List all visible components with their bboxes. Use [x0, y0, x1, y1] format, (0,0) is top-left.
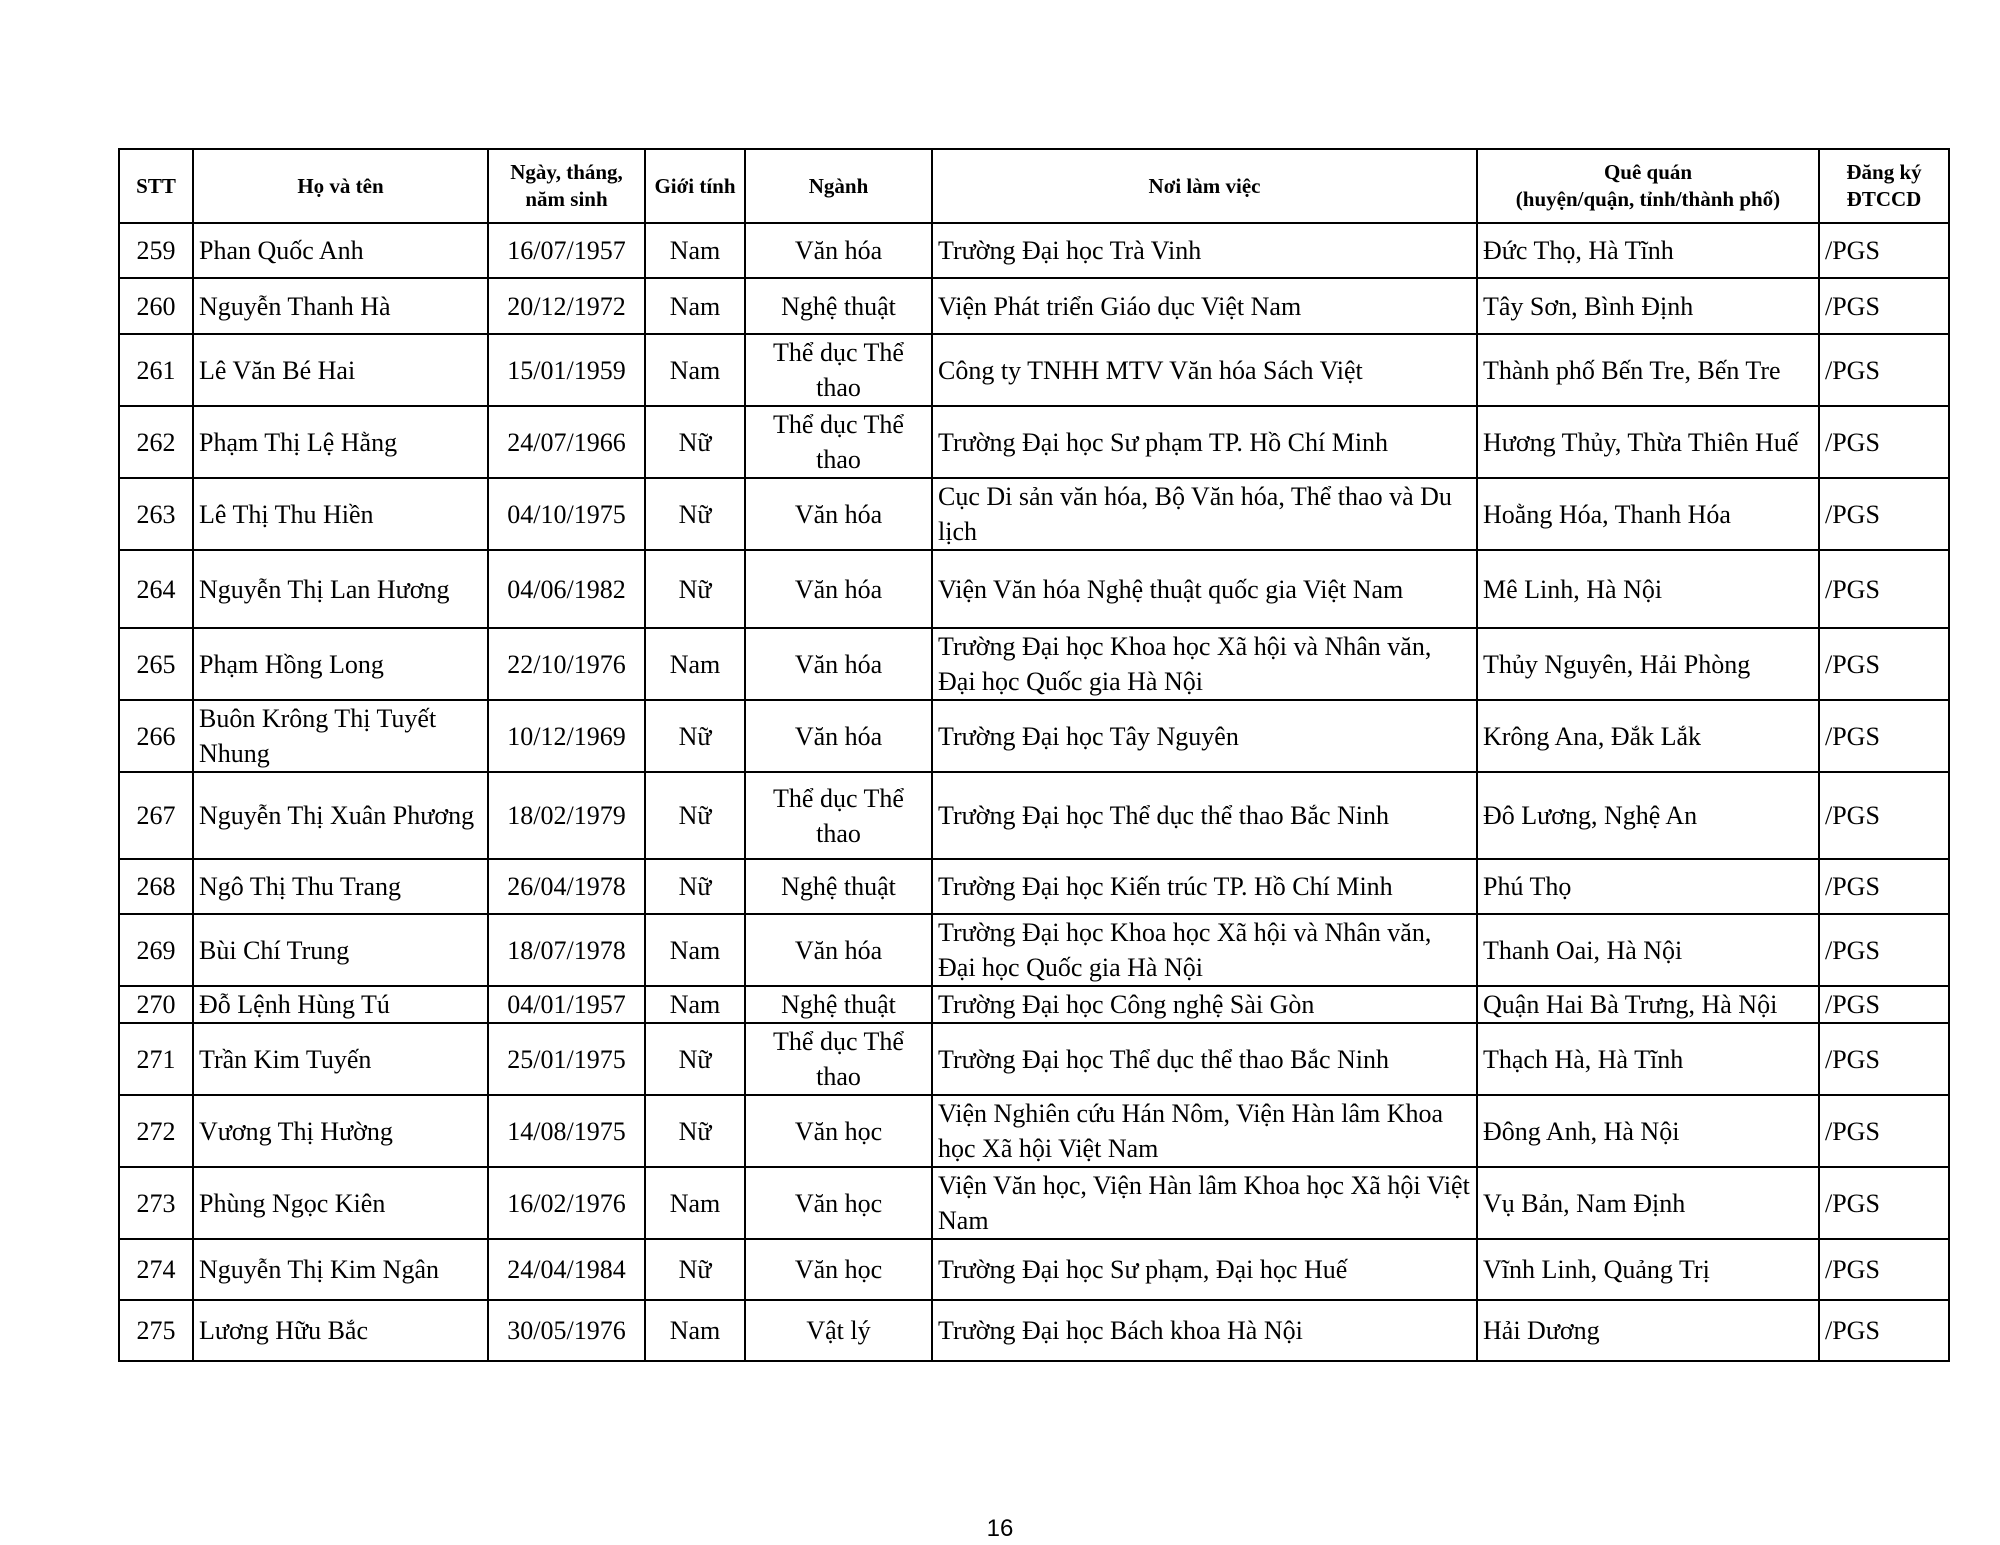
table-body — [119, 223, 1949, 1361]
cell-workplace: Trường Đại học Khoa học Xã hội và Nhân văn, Đại học Quốc gia Hà Nội — [932, 914, 1477, 986]
header-stt — [119, 149, 193, 223]
cell-stt: 271 — [119, 1023, 193, 1095]
table-row — [119, 406, 1949, 478]
header-registration-line1: Đăng ký — [1846, 160, 1922, 184]
cell-field: Thể dục Thể thao — [745, 1023, 932, 1095]
cell-workplace: Trường Đại học Thể dục thể thao Bắc Ninh — [932, 772, 1477, 859]
header-field — [745, 149, 932, 223]
cell-workplace: Viện Nghiên cứu Hán Nôm, Viện Hàn lâm Khoa học Xã hội Việt Nam — [932, 1095, 1477, 1167]
table-row — [119, 278, 1949, 334]
cell-field: Văn hóa — [745, 550, 932, 628]
cell-field: Văn hóa — [745, 700, 932, 772]
cell-gender: Nam — [645, 334, 745, 406]
table-row — [119, 1300, 1949, 1361]
cell-name: Lê Văn Bé Hai — [193, 334, 488, 406]
cell-workplace: Viện Văn hóa Nghệ thuật quốc gia Việt Nam — [932, 550, 1477, 628]
cell-field: Văn hóa — [745, 914, 932, 986]
cell-hometown: Quận Hai Bà Trưng, Hà Nội — [1477, 986, 1819, 1023]
table-row — [119, 1023, 1949, 1095]
cell-stt: 263 — [119, 478, 193, 550]
cell-workplace: Trường Đại học Công nghệ Sài Gòn — [932, 986, 1477, 1023]
cell-field: Văn học — [745, 1239, 932, 1300]
cell-hometown: Vụ Bản, Nam Định — [1477, 1167, 1819, 1239]
cell-reg: /PGS — [1819, 1167, 1949, 1239]
header-dob-line1: Ngày, tháng, — [510, 160, 623, 184]
table-row — [119, 772, 1949, 859]
cell-stt: 272 — [119, 1095, 193, 1167]
cell-stt: 260 — [119, 278, 193, 334]
cell-name: Phạm Thị Lệ Hằng — [193, 406, 488, 478]
table-row — [119, 550, 1949, 628]
cell-hometown: Mê Linh, Hà Nội — [1477, 550, 1819, 628]
table-row — [119, 478, 1949, 550]
cell-name: Trần Kim Tuyến — [193, 1023, 488, 1095]
cell-reg: /PGS — [1819, 859, 1949, 914]
cell-name: Nguyễn Thị Kim Ngân — [193, 1239, 488, 1300]
cell-gender: Nam — [645, 986, 745, 1023]
cell-hometown: Hương Thủy, Thừa Thiên Huế — [1477, 406, 1819, 478]
cell-gender: Nam — [645, 628, 745, 700]
cell-hometown: Thạch Hà, Hà Tĩnh — [1477, 1023, 1819, 1095]
cell-name: Nguyễn Thị Xuân Phương — [193, 772, 488, 859]
table-row — [119, 628, 1949, 700]
cell-reg: /PGS — [1819, 1300, 1949, 1361]
cell-gender: Nam — [645, 1167, 745, 1239]
cell-reg: /PGS — [1819, 1095, 1949, 1167]
cell-hometown: Vĩnh Linh, Quảng Trị — [1477, 1239, 1819, 1300]
cell-dob: 18/07/1978 — [488, 914, 645, 986]
cell-gender: Nữ — [645, 478, 745, 550]
cell-stt: 274 — [119, 1239, 193, 1300]
cell-name: Phan Quốc Anh — [193, 223, 488, 278]
cell-gender: Nam — [645, 223, 745, 278]
cell-name: Buôn Krông Thị Tuyết Nhung — [193, 700, 488, 772]
cell-dob: 20/12/1972 — [488, 278, 645, 334]
cell-name: Phạm Hồng Long — [193, 628, 488, 700]
cell-gender: Nữ — [645, 772, 745, 859]
cell-hometown: Thủy Nguyên, Hải Phòng — [1477, 628, 1819, 700]
cell-field: Văn hóa — [745, 223, 932, 278]
cell-dob: 26/04/1978 — [488, 859, 645, 914]
cell-name: Bùi Chí Trung — [193, 914, 488, 986]
cell-reg: /PGS — [1819, 1023, 1949, 1095]
header-hometown — [1477, 149, 1819, 223]
cell-hometown: Hoằng Hóa, Thanh Hóa — [1477, 478, 1819, 550]
cell-gender: Nữ — [645, 550, 745, 628]
header-hometown-line1: Quê quán — [1603, 160, 1693, 184]
cell-reg: /PGS — [1819, 406, 1949, 478]
cell-workplace: Trường Đại học Thể dục thể thao Bắc Ninh — [932, 1023, 1477, 1095]
cell-gender: Nữ — [645, 859, 745, 914]
cell-field: Nghệ thuật — [745, 859, 932, 914]
cell-stt: 262 — [119, 406, 193, 478]
cell-workplace: Trường Đại học Kiến trúc TP. Hồ Chí Minh — [932, 859, 1477, 914]
cell-reg: /PGS — [1819, 914, 1949, 986]
cell-dob: 18/02/1979 — [488, 772, 645, 859]
cell-dob: 04/10/1975 — [488, 478, 645, 550]
cell-reg: /PGS — [1819, 478, 1949, 550]
cell-hometown: Tây Sơn, Bình Định — [1477, 278, 1819, 334]
cell-stt: 270 — [119, 986, 193, 1023]
cell-workplace: Trường Đại học Tây Nguyên — [932, 700, 1477, 772]
page-number: 16 — [986, 1515, 1014, 1542]
cell-stt: 259 — [119, 223, 193, 278]
table-row — [119, 334, 1949, 406]
table-row — [119, 986, 1949, 1023]
cell-reg: /PGS — [1819, 628, 1949, 700]
cell-field: Thể dục Thể thao — [745, 334, 932, 406]
header-registration-line2: ĐTCCD — [1846, 187, 1922, 211]
cell-workplace: Trường Đại học Bách khoa Hà Nội — [932, 1300, 1477, 1361]
cell-field: Văn hóa — [745, 628, 932, 700]
cell-workplace: Trường Đại học Sư phạm, Đại học Huế — [932, 1239, 1477, 1300]
header-gender-text: Giới tính — [654, 173, 736, 198]
cell-reg: /PGS — [1819, 550, 1949, 628]
cell-name: Lê Thị Thu Hiền — [193, 478, 488, 550]
cell-reg: /PGS — [1819, 986, 1949, 1023]
cell-reg: /PGS — [1819, 334, 1949, 406]
cell-hometown: Thanh Oai, Hà Nội — [1477, 914, 1819, 986]
cell-dob: 10/12/1969 — [488, 700, 645, 772]
cell-gender: Nữ — [645, 1239, 745, 1300]
cell-hometown: Đức Thọ, Hà Tĩnh — [1477, 223, 1819, 278]
cell-workplace: Trường Đại học Khoa học Xã hội và Nhân văn, Đại học Quốc gia Hà Nội — [932, 628, 1477, 700]
cell-name: Đỗ Lệnh Hùng Tú — [193, 986, 488, 1023]
cell-stt: 261 — [119, 334, 193, 406]
cell-gender: Nữ — [645, 700, 745, 772]
cell-name: Nguyễn Thị Lan Hương — [193, 550, 488, 628]
header-name-text: Họ và tên — [297, 173, 384, 198]
table-row — [119, 223, 1949, 278]
table-row — [119, 914, 1949, 986]
cell-dob: 22/10/1976 — [488, 628, 645, 700]
cell-field: Thể dục Thể thao — [745, 772, 932, 859]
cell-field: Thể dục Thể thao — [745, 406, 932, 478]
cell-workplace: Trường Đại học Trà Vinh — [932, 223, 1477, 278]
cell-dob: 16/02/1976 — [488, 1167, 645, 1239]
table-header-row — [119, 149, 1949, 223]
cell-field: Nghệ thuật — [745, 278, 932, 334]
cell-reg: /PGS — [1819, 278, 1949, 334]
cell-stt: 273 — [119, 1167, 193, 1239]
candidate-table — [118, 148, 1950, 1362]
header-workplace — [932, 149, 1477, 223]
header-dob-line2: năm sinh — [525, 187, 608, 211]
cell-workplace: Cục Di sản văn hóa, Bộ Văn hóa, Thể thao và Du lịch — [932, 478, 1477, 550]
header-dob — [488, 149, 645, 223]
cell-reg: /PGS — [1819, 1239, 1949, 1300]
cell-gender: Nữ — [645, 406, 745, 478]
cell-dob: 24/07/1966 — [488, 406, 645, 478]
header-stt-text: STT — [136, 173, 176, 198]
header-registration — [1819, 149, 1949, 223]
cell-reg: /PGS — [1819, 223, 1949, 278]
cell-name: Vương Thị Hường — [193, 1095, 488, 1167]
cell-dob: 15/01/1959 — [488, 334, 645, 406]
cell-stt: 268 — [119, 859, 193, 914]
header-workplace-text: Nơi làm việc — [1148, 173, 1261, 198]
cell-field: Văn hóa — [745, 478, 932, 550]
table-row — [119, 1167, 1949, 1239]
cell-dob: 16/07/1957 — [488, 223, 645, 278]
cell-hometown: Hải Dương — [1477, 1300, 1819, 1361]
cell-dob: 25/01/1975 — [488, 1023, 645, 1095]
cell-dob: 04/06/1982 — [488, 550, 645, 628]
cell-name: Nguyễn Thanh Hà — [193, 278, 488, 334]
cell-name: Ngô Thị Thu Trang — [193, 859, 488, 914]
table-row — [119, 700, 1949, 772]
cell-gender: Nam — [645, 914, 745, 986]
cell-dob: 30/05/1976 — [488, 1300, 645, 1361]
table-row — [119, 1095, 1949, 1167]
cell-gender: Nữ — [645, 1023, 745, 1095]
cell-stt: 264 — [119, 550, 193, 628]
cell-hometown: Phú Thọ — [1477, 859, 1819, 914]
header-field-text: Ngành — [808, 173, 869, 198]
header-hometown-line2: (huyện/quận, tỉnh/thành phố) — [1515, 187, 1781, 211]
cell-hometown: Thành phố Bến Tre, Bến Tre — [1477, 334, 1819, 406]
cell-gender: Nữ — [645, 1095, 745, 1167]
cell-stt: 265 — [119, 628, 193, 700]
cell-workplace: Viện Văn học, Viện Hàn lâm Khoa học Xã hội Việt Nam — [932, 1167, 1477, 1239]
cell-stt: 266 — [119, 700, 193, 772]
cell-stt: 275 — [119, 1300, 193, 1361]
cell-hometown: Đông Anh, Hà Nội — [1477, 1095, 1819, 1167]
cell-name: Lương Hữu Bắc — [193, 1300, 488, 1361]
cell-gender: Nam — [645, 278, 745, 334]
cell-field: Nghệ thuật — [745, 986, 932, 1023]
header-name — [193, 149, 488, 223]
cell-workplace: Công ty TNHH MTV Văn hóa Sách Việt — [932, 334, 1477, 406]
table-row — [119, 1239, 1949, 1300]
cell-workplace: Trường Đại học Sư phạm TP. Hồ Chí Minh — [932, 406, 1477, 478]
cell-name: Phùng Ngọc Kiên — [193, 1167, 488, 1239]
cell-field: Văn học — [745, 1167, 932, 1239]
cell-hometown: Krông Ana, Đắk Lắk — [1477, 700, 1819, 772]
cell-hometown: Đô Lương, Nghệ An — [1477, 772, 1819, 859]
cell-dob: 14/08/1975 — [488, 1095, 645, 1167]
cell-dob: 04/01/1957 — [488, 986, 645, 1023]
cell-stt: 267 — [119, 772, 193, 859]
cell-workplace: Viện Phát triển Giáo dục Việt Nam — [932, 278, 1477, 334]
table-row — [119, 859, 1949, 914]
cell-field: Văn học — [745, 1095, 932, 1167]
cell-field: Vật lý — [745, 1300, 932, 1361]
cell-stt: 269 — [119, 914, 193, 986]
cell-dob: 24/04/1984 — [488, 1239, 645, 1300]
cell-gender: Nam — [645, 1300, 745, 1361]
cell-reg: /PGS — [1819, 772, 1949, 859]
header-gender — [645, 149, 745, 223]
cell-reg: /PGS — [1819, 700, 1949, 772]
